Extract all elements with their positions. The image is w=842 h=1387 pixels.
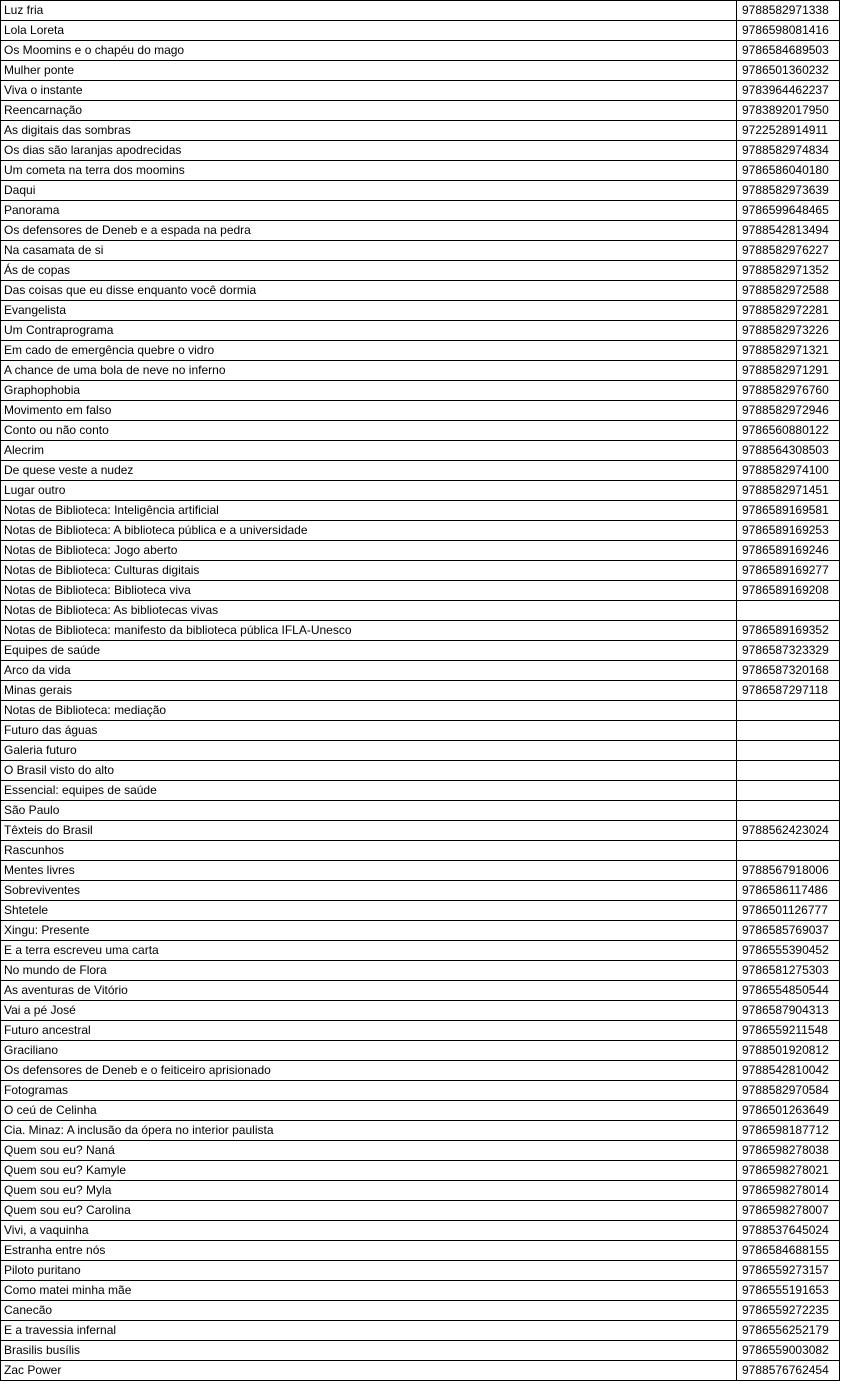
isbn-cell[interactable]: [737, 801, 840, 821]
table-row: [1, 1141, 840, 1161]
table-row: [1, 541, 840, 561]
isbn-cell[interactable]: 9786587320168: [737, 661, 840, 681]
table-row: [1, 81, 840, 101]
isbn-cell[interactable]: 9786589169246: [737, 541, 840, 561]
isbn-cell[interactable]: 9786598278021: [737, 1161, 840, 1181]
isbn-cell[interactable]: 9786585769037: [737, 921, 840, 941]
isbn-cell[interactable]: [737, 781, 840, 801]
isbn-cell[interactable]: 9786589169208: [737, 581, 840, 601]
title-cell[interactable]: Graciliano: [1, 1041, 737, 1061]
title-cell[interactable]: E a terra escreveu uma carta: [1, 941, 737, 961]
isbn-cell[interactable]: 9783892017950: [737, 101, 840, 121]
isbn-cell[interactable]: 9786586040180: [737, 161, 840, 181]
table-row: [1, 1241, 840, 1261]
isbn-cell[interactable]: 9786501126777: [737, 901, 840, 921]
table-row: [1, 1161, 840, 1181]
isbn-cell[interactable]: 9788582971291: [737, 361, 840, 381]
isbn-cell[interactable]: 9788501920812: [737, 1041, 840, 1061]
title-cell[interactable]: Mulher ponte: [1, 61, 737, 81]
title-cell[interactable]: Futuro ancestral: [1, 1021, 737, 1041]
table-row: [1, 381, 840, 401]
isbn-cell[interactable]: 9788582972281: [737, 301, 840, 321]
table-row: [1, 821, 840, 841]
title-cell[interactable]: Os Moomins e o chapéu do mago: [1, 41, 737, 61]
title-cell[interactable]: Rascunhos: [1, 841, 737, 861]
table-row: [1, 1081, 840, 1101]
title-cell[interactable]: Em cado de emergência quebre o vidro: [1, 341, 737, 361]
title-cell[interactable]: O Brasil visto do alto: [1, 761, 737, 781]
isbn-cell[interactable]: [737, 701, 840, 721]
isbn-cell[interactable]: 9788564308503: [737, 441, 840, 461]
table-row: [1, 1181, 840, 1201]
table-row: [1, 1261, 840, 1281]
table-row: [1, 701, 840, 721]
table-row: [1, 841, 840, 861]
table-row: [1, 341, 840, 361]
isbn-cell[interactable]: 9788582970584: [737, 1081, 840, 1101]
table-row: [1, 221, 840, 241]
isbn-cell[interactable]: 9786555191653: [737, 1281, 840, 1301]
title-cell[interactable]: Equipes de saúde: [1, 641, 737, 661]
title-cell[interactable]: Notas de Biblioteca: mediação: [1, 701, 737, 721]
table-row: [1, 861, 840, 881]
title-cell[interactable]: Essencial: equipes de saúde: [1, 781, 737, 801]
table-row: [1, 521, 840, 541]
title-cell[interactable]: Estranha entre nós: [1, 1241, 737, 1261]
title-cell[interactable]: Um cometa na terra dos moomins: [1, 161, 737, 181]
title-cell[interactable]: Na casamata de si: [1, 241, 737, 261]
table-row: [1, 21, 840, 41]
title-cell[interactable]: Zac Power: [1, 1361, 737, 1381]
title-cell[interactable]: Notas de Biblioteca: Culturas digitais: [1, 561, 737, 581]
table-row: [1, 421, 840, 441]
title-cell[interactable]: Ás de copas: [1, 261, 737, 281]
title-cell[interactable]: E a travessia infernal: [1, 1321, 737, 1341]
title-cell[interactable]: Evangelista: [1, 301, 737, 321]
table-row: [1, 1041, 840, 1061]
isbn-cell[interactable]: 9786586117486: [737, 881, 840, 901]
table-row: [1, 801, 840, 821]
isbn-cell[interactable]: 9786559211548: [737, 1021, 840, 1041]
table-row: [1, 401, 840, 421]
isbn-cell[interactable]: 9786555390452: [737, 941, 840, 961]
table-row: [1, 1361, 840, 1381]
isbn-cell[interactable]: 9786501263649: [737, 1101, 840, 1121]
title-cell[interactable]: Notas de Biblioteca: Biblioteca viva: [1, 581, 737, 601]
isbn-cell[interactable]: [737, 741, 840, 761]
isbn-cell[interactable]: 9788576762454: [737, 1361, 840, 1381]
isbn-cell[interactable]: 9786589169581: [737, 501, 840, 521]
table-row: [1, 1101, 840, 1121]
title-cell[interactable]: Conto ou não conto: [1, 421, 737, 441]
title-cell[interactable]: Cia. Minaz: A inclusão da ópera no interior paulista: [1, 1121, 737, 1141]
title-cell[interactable]: Os defensores de Deneb e a espada na pedra: [1, 221, 737, 241]
title-cell[interactable]: São Paulo: [1, 801, 737, 821]
table-row: [1, 561, 840, 581]
table-row: [1, 901, 840, 921]
isbn-cell[interactable]: 9786587323329: [737, 641, 840, 661]
isbn-cell[interactable]: 9788562423024: [737, 821, 840, 841]
title-cell[interactable]: As aventuras de Vitório: [1, 981, 737, 1001]
title-cell[interactable]: Como matei minha mãe: [1, 1281, 737, 1301]
table-row: [1, 61, 840, 81]
table-row: [1, 1001, 840, 1021]
title-cell[interactable]: Notas de Biblioteca: Inteligência artificial: [1, 501, 737, 521]
isbn-cell[interactable]: 9786501360232: [737, 61, 840, 81]
isbn-cell[interactable]: 9788582974100: [737, 461, 840, 481]
table-row: [1, 961, 840, 981]
table-row: [1, 1321, 840, 1341]
table-row: [1, 261, 840, 281]
isbn-cell[interactable]: 9788582972588: [737, 281, 840, 301]
table-row: [1, 201, 840, 221]
isbn-cell[interactable]: 9786589169352: [737, 621, 840, 641]
table-row: [1, 941, 840, 961]
isbn-cell[interactable]: 9788567918006: [737, 861, 840, 881]
isbn-cell[interactable]: 9786584688155: [737, 1241, 840, 1261]
title-cell[interactable]: Galeria futuro: [1, 741, 737, 761]
table-row: [1, 741, 840, 761]
title-cell[interactable]: Luz fria: [1, 1, 737, 21]
title-cell[interactable]: Graphophobia: [1, 381, 737, 401]
title-cell[interactable]: Quem sou eu? Carolina: [1, 1201, 737, 1221]
isbn-cell[interactable]: 9788582971352: [737, 261, 840, 281]
table-body: [1, 1, 840, 1381]
isbn-cell[interactable]: 9786598278038: [737, 1141, 840, 1161]
isbn-cell[interactable]: 9788582976760: [737, 381, 840, 401]
table-row: [1, 161, 840, 181]
table-row: [1, 581, 840, 601]
title-cell[interactable]: Minas gerais: [1, 681, 737, 701]
isbn-cell[interactable]: 9786556252179: [737, 1321, 840, 1341]
title-cell[interactable]: Lugar outro: [1, 481, 737, 501]
title-cell[interactable]: Vivi, a vaquinha: [1, 1221, 737, 1241]
title-cell[interactable]: Reencarnação: [1, 101, 737, 121]
table-row: [1, 41, 840, 61]
isbn-cell[interactable]: 9786584689503: [737, 41, 840, 61]
table-row: [1, 681, 840, 701]
title-cell[interactable]: Das coisas que eu disse enquanto você dormia: [1, 281, 737, 301]
title-cell[interactable]: Arco da vida: [1, 661, 737, 681]
title-cell[interactable]: Piloto puritano: [1, 1261, 737, 1281]
title-cell[interactable]: No mundo de Flora: [1, 961, 737, 981]
isbn-cell[interactable]: 9786554850544: [737, 981, 840, 1001]
title-cell[interactable]: As digitais das sombras: [1, 121, 737, 141]
table-row: [1, 301, 840, 321]
isbn-cell[interactable]: 9788582973226: [737, 321, 840, 341]
title-cell[interactable]: Daqui: [1, 181, 737, 201]
table-row: [1, 101, 840, 121]
title-cell[interactable]: Movimento em falso: [1, 401, 737, 421]
isbn-cell[interactable]: 9786598081416: [737, 21, 840, 41]
title-cell[interactable]: Os dias são laranjas apodrecidas: [1, 141, 737, 161]
isbn-cell[interactable]: 9786589169277: [737, 561, 840, 581]
title-cell[interactable]: Vai a pé José: [1, 1001, 737, 1021]
table-row: [1, 781, 840, 801]
title-cell[interactable]: Viva o instante: [1, 81, 737, 101]
table-row: [1, 1021, 840, 1041]
table-row: [1, 241, 840, 261]
table-row: [1, 1121, 840, 1141]
table-row: [1, 1221, 840, 1241]
title-cell[interactable]: Quem sou eu? Kamyle: [1, 1161, 737, 1181]
isbn-cell[interactable]: 9786587904313: [737, 1001, 840, 1021]
title-cell[interactable]: Lola Loreta: [1, 21, 737, 41]
table-row: [1, 361, 840, 381]
title-cell[interactable]: Notas de Biblioteca: Jogo aberto: [1, 541, 737, 561]
table-row: [1, 601, 840, 621]
isbn-cell[interactable]: 9788537645024: [737, 1221, 840, 1241]
isbn-cell[interactable]: 9786559273157: [737, 1261, 840, 1281]
isbn-cell[interactable]: 9783964462237: [737, 81, 840, 101]
isbn-cell[interactable]: [737, 761, 840, 781]
table-row: [1, 661, 840, 681]
table-row: [1, 921, 840, 941]
isbn-cell[interactable]: 9786598187712: [737, 1121, 840, 1141]
title-cell[interactable]: Sobreviventes: [1, 881, 737, 901]
table-row: [1, 501, 840, 521]
isbn-cell[interactable]: 9788542813494: [737, 221, 840, 241]
title-cell[interactable]: Mentes livres: [1, 861, 737, 881]
title-cell[interactable]: Fotogramas: [1, 1081, 737, 1101]
isbn-cell[interactable]: 9786581275303: [737, 961, 840, 981]
table-row: [1, 621, 840, 641]
title-cell[interactable]: Xingu: Presente: [1, 921, 737, 941]
isbn-cell[interactable]: [737, 601, 840, 621]
table-row: [1, 1341, 840, 1361]
table-row: [1, 481, 840, 501]
title-cell[interactable]: Canecão: [1, 1301, 737, 1321]
isbn-cell[interactable]: 9788582974834: [737, 141, 840, 161]
table-row: [1, 1061, 840, 1081]
table-row: [1, 761, 840, 781]
isbn-cell[interactable]: 9786589169253: [737, 521, 840, 541]
isbn-cell[interactable]: 9788582971451: [737, 481, 840, 501]
isbn-cell[interactable]: 9788582973639: [737, 181, 840, 201]
isbn-cell[interactable]: 9788582971338: [737, 1, 840, 21]
isbn-cell[interactable]: 9786559272235: [737, 1301, 840, 1321]
table-row: [1, 121, 840, 141]
isbn-cell[interactable]: 9788582972946: [737, 401, 840, 421]
table-row: [1, 321, 840, 341]
title-cell[interactable]: Têxteis do Brasil: [1, 821, 737, 841]
table-row: [1, 1281, 840, 1301]
title-cell[interactable]: Quem sou eu? Naná: [1, 1141, 737, 1161]
title-cell[interactable]: Futuro das águas: [1, 721, 737, 741]
title-cell[interactable]: Notas de Biblioteca: A biblioteca pública e a universidade: [1, 521, 737, 541]
title-cell[interactable]: O ceú de Celinha: [1, 1101, 737, 1121]
title-cell[interactable]: Um Contraprograma: [1, 321, 737, 341]
isbn-cell[interactable]: 9786599648465: [737, 201, 840, 221]
isbn-cell[interactable]: 9786587297118: [737, 681, 840, 701]
isbn-cell[interactable]: 9788542810042: [737, 1061, 840, 1081]
isbn-cell[interactable]: 9788582971321: [737, 341, 840, 361]
title-cell[interactable]: Shtetele: [1, 901, 737, 921]
table-row: [1, 461, 840, 481]
title-cell[interactable]: Panorama: [1, 201, 737, 221]
title-cell[interactable]: Notas de Biblioteca: As bibliotecas vivas: [1, 601, 737, 621]
title-cell[interactable]: Quem sou eu? Myla: [1, 1181, 737, 1201]
isbn-cell[interactable]: 9722528914911: [737, 121, 840, 141]
table-row: [1, 1201, 840, 1221]
isbn-cell[interactable]: 9786560880122: [737, 421, 840, 441]
title-cell[interactable]: Os defensores de Deneb e o feiticeiro aprisionado: [1, 1061, 737, 1081]
table-row: [1, 1301, 840, 1321]
isbn-cell[interactable]: 9786598278014: [737, 1181, 840, 1201]
table-row: [1, 981, 840, 1001]
title-cell[interactable]: Alecrim: [1, 441, 737, 461]
table-row: [1, 1, 840, 21]
title-cell[interactable]: Brasilis busílis: [1, 1341, 737, 1361]
table-row: [1, 721, 840, 741]
table-row: [1, 181, 840, 201]
table-row: [1, 441, 840, 461]
title-cell[interactable]: A chance de uma bola de neve no inferno: [1, 361, 737, 381]
title-cell[interactable]: Notas de Biblioteca: manifesto da biblioteca pública IFLA-Unesco: [1, 621, 737, 641]
table-row: [1, 641, 840, 661]
isbn-cell[interactable]: [737, 841, 840, 861]
table-row: [1, 281, 840, 301]
isbn-cell[interactable]: [737, 721, 840, 741]
table-row: [1, 141, 840, 161]
isbn-cell[interactable]: 9786559003082: [737, 1341, 840, 1361]
isbn-cell[interactable]: 9788582976227: [737, 241, 840, 261]
table-row: [1, 881, 840, 901]
isbn-cell[interactable]: 9786598278007: [737, 1201, 840, 1221]
title-cell[interactable]: De quese veste a nudez: [1, 461, 737, 481]
